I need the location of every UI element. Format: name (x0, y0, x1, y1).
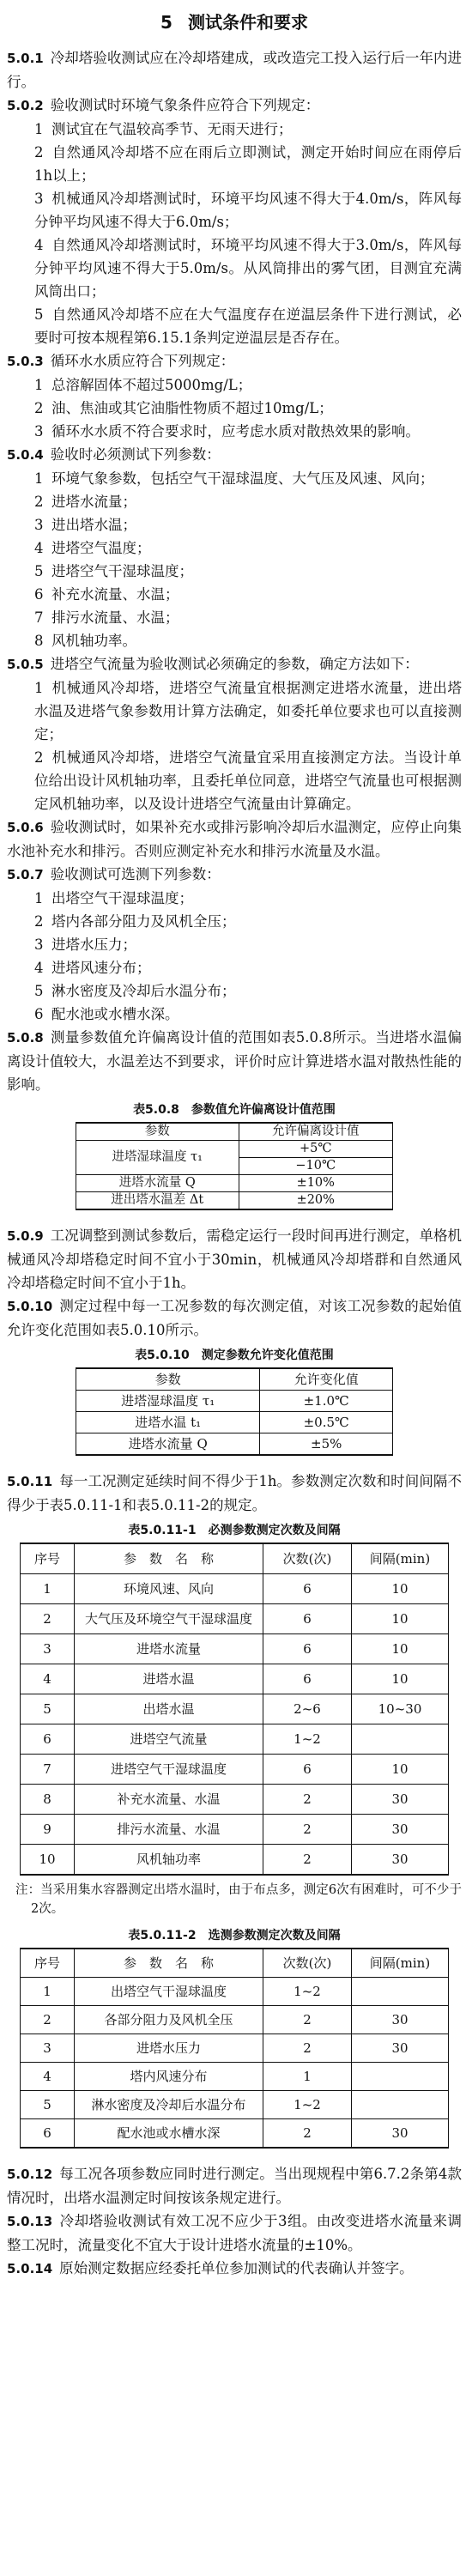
table-cell: 6 (263, 1604, 352, 1634)
clause-text: 测定过程中每一工况参数的每次测定值，对该工况参数的起始值允许变化范围如表5.0.10所示。 (7, 1298, 462, 1338)
table-header: 间隔(min) (352, 1543, 449, 1574)
clause-5-0-7 (7, 863, 462, 887)
table-cell: 环境风速、风向 (75, 1574, 263, 1604)
table-cell: 出塔空气干湿球温度 (75, 1978, 263, 2006)
clause-text: 验收时必须测试下列参数： (50, 446, 221, 463)
table-header: 允许变化值 (260, 1368, 393, 1391)
clause-number: 5.0.5 (7, 657, 44, 672)
item-number: 7 (34, 609, 44, 626)
table-cell: 10 (352, 1755, 449, 1785)
list-item (7, 629, 462, 652)
table-row (21, 1724, 449, 1755)
table-cell: 进塔水流量 (75, 1634, 263, 1664)
table-cell: 2 (263, 2006, 352, 2034)
table-row (21, 2034, 449, 2063)
table-cell: 30 (352, 2119, 449, 2149)
list-item (7, 420, 462, 443)
item-text: 自然通风冷却塔测试时，环境平均风速不得大于3.0m/s，阵风每分钟平均风速不得大于5.0m/s。从风筒排出的雾气团，目测宜充满风筒出口； (34, 237, 462, 300)
item-text: 总溶解固体不超过5000mg/L； (51, 377, 252, 393)
clause-text: 验收测试时，如果补充水或排污影响冷却后水温测定，应停止向集水池补充水和排污。否则应测定补充水和排污水流量及水温。 (7, 819, 462, 859)
clause-number: 5.0.7 (7, 867, 44, 882)
table-cell: 30 (352, 2034, 449, 2063)
item-text: 循环水水质不符合要求时，应考虑水质对散热效果的影响。 (51, 423, 420, 439)
table-cell: 进塔湿球温度 τ₁ (76, 1141, 239, 1175)
item-text: 进塔风速分布； (51, 960, 151, 976)
chapter-title (7, 10, 462, 34)
table-cell: 1~2 (263, 2091, 352, 2119)
item-number: 1 (34, 377, 44, 393)
clause-number: 5.0.14 (7, 2261, 53, 2276)
table-cell: −10℃ (239, 1158, 392, 1175)
clause-text: 冷却塔验收测试应在冷却塔建成，或改造完工投入运行后一年内进行。 (7, 50, 462, 90)
table-cell: 1 (21, 1978, 75, 2006)
table-row (21, 1634, 449, 1664)
table-cell: 3 (21, 1634, 75, 1664)
table-cell: 进塔空气干湿球温度 (75, 1755, 263, 1785)
item-text: 环境气象参数，包括空气干湿球温度、大气压及风速、风向； (51, 470, 434, 487)
table-row (21, 1604, 449, 1634)
list-item (7, 490, 462, 513)
clause-text: 冷却塔验收测试有效工况不应少于3组。由改变进塔水流量来调整工况时，流量变化不宜大于设计进塔水流量的±10%。 (7, 2213, 462, 2253)
item-text: 自然通风冷却塔不应在雨后立即测试，测定开始时间应在雨停后1h以上； (34, 144, 462, 184)
list-item (7, 583, 462, 606)
item-number: 2 (34, 494, 44, 510)
table-5-0-11-2 (20, 1948, 449, 2149)
table-cell: 30 (352, 2006, 449, 2034)
table-row (21, 2006, 449, 2034)
list-item (7, 467, 462, 490)
clause-number: 5.0.11 (7, 1474, 53, 1489)
clause-5-0-2 (7, 94, 462, 118)
table-cell: 6 (263, 1574, 352, 1604)
table-row (21, 1785, 449, 1815)
list-item (7, 303, 462, 349)
clause-5-0-3 (7, 349, 462, 373)
table-cell: 6 (21, 2119, 75, 2149)
item-text: 排污水流量、水温； (51, 609, 179, 626)
clause-number: 5.0.13 (7, 2214, 53, 2229)
clause-number: 5.0.12 (7, 2167, 53, 2182)
table-cell: 进塔水流量 Q (76, 1433, 260, 1456)
item-number: 4 (34, 540, 44, 556)
table-5-0-11-1 (20, 1543, 449, 1876)
table-cell: 1~2 (263, 1978, 352, 2006)
table-cell: 10 (352, 1604, 449, 1634)
list-item (7, 606, 462, 629)
clause-text: 每一工况测定延续时间不得少于1h。参数测定次数和时间间隔不得少于表5.0.11-1和表5.0.11-2的规定。 (7, 1473, 462, 1513)
item-number: 5 (34, 983, 44, 999)
item-number: 2 (34, 913, 44, 930)
table-cell: 6 (263, 1755, 352, 1785)
clause-number: 5.0.9 (7, 1228, 44, 1244)
table-header: 序号 (21, 1949, 75, 1978)
chapter-number: 5 (160, 12, 172, 33)
list-item (7, 536, 462, 560)
table-cell: 配水池或水槽水深 (75, 2119, 263, 2149)
item-number: 1 (34, 890, 44, 906)
item-number: 5 (34, 563, 44, 579)
table-cell: 5 (21, 1694, 75, 1724)
table-row (21, 1845, 449, 1876)
table-row (76, 1141, 393, 1158)
table-cell: 2 (263, 1845, 352, 1876)
table-cell: 9 (21, 1815, 75, 1845)
item-text: 进塔空气温度； (51, 540, 151, 556)
table-header: 允许偏离设计值 (239, 1123, 392, 1141)
clause-number: 5.0.8 (7, 1030, 44, 1046)
table-cell: 进塔水温 (75, 1664, 263, 1694)
clause-text: 验收测试可选测下列参数： (50, 866, 221, 882)
table-row (76, 1192, 393, 1210)
list-item (7, 233, 462, 303)
table-header: 参 数 名 称 (75, 1543, 263, 1574)
clause-5-0-10 (7, 1294, 462, 1342)
list-item (7, 560, 462, 583)
item-number: 6 (34, 586, 44, 603)
table-caption: 表5.0.10 测定参数允许变化值范围 (135, 1349, 334, 1362)
item-number: 8 (34, 633, 44, 649)
list-item (7, 979, 462, 1003)
list-item (7, 910, 462, 933)
table-cell: 进塔水压力 (75, 2034, 263, 2063)
chapter-title-text: 测试条件和要求 (187, 12, 308, 33)
item-text: 机械通风冷却塔测试时，环境平均风速不得大于4.0m/s，阵风每分钟平均风速不得大于6.0m/s； (34, 191, 462, 230)
clause-5-0-1 (7, 46, 462, 94)
table-cell: 塔内风速分布 (75, 2063, 263, 2091)
table-cell (352, 2063, 449, 2091)
item-number: 1 (34, 121, 44, 137)
table-cell: ±20% (239, 1192, 392, 1210)
clause-number: 5.0.1 (7, 51, 44, 66)
table-cell: 30 (352, 1785, 449, 1815)
table-row (21, 2091, 449, 2119)
list-item (7, 397, 462, 420)
table-cell: 进塔湿球温度 τ₁ (76, 1391, 260, 1412)
table-cell: 10 (352, 1574, 449, 1604)
clause-number: 5.0.2 (7, 98, 44, 113)
item-number: 3 (34, 191, 44, 207)
table-header: 参数 (76, 1368, 260, 1391)
table-cell: 6 (263, 1664, 352, 1694)
table-cell: 7 (21, 1755, 75, 1785)
table-cell: ±1.0℃ (260, 1391, 393, 1412)
clause-text: 进塔空气流量为验收测试必须确定的参数，确定方法如下： (50, 656, 419, 672)
clause-text: 循环水水质应符合下列规定： (50, 353, 235, 369)
table-cell: 排污水流量、水温 (75, 1815, 263, 1845)
item-text: 进塔水流量； (51, 494, 136, 510)
clause-number: 5.0.6 (7, 820, 44, 835)
table-cell: 6 (263, 1634, 352, 1664)
clause-text: 原始测定数据应经委托单位参加测试的代表确认并签字。 (59, 2260, 414, 2276)
table-cell: 10 (352, 1664, 449, 1694)
table-row (21, 2063, 449, 2091)
table-5-0-10 (76, 1367, 393, 1456)
item-text: 进塔空气干湿球温度； (51, 563, 193, 579)
item-number: 2 (34, 749, 44, 766)
table-cell: 淋水密度及冷却后水温分布 (75, 2091, 263, 2119)
table-cell: 10 (352, 1634, 449, 1664)
table-cell: 进出塔水温差 Δt (76, 1192, 239, 1210)
item-number: 2 (34, 400, 44, 416)
table-caption: 表5.0.8 参数值允许偏离设计值范围 (133, 1103, 336, 1117)
table-cell: 8 (21, 1785, 75, 1815)
table-cell: 2~6 (263, 1694, 352, 1724)
table-cell: +5℃ (239, 1141, 392, 1158)
table-cell: 1 (21, 1574, 75, 1604)
item-text: 补充水流量、水温； (51, 586, 179, 603)
item-text: 出塔空气干湿球温度； (51, 890, 193, 906)
clause-number: 5.0.4 (7, 447, 44, 463)
list-item (7, 933, 462, 956)
table-cell (352, 1978, 449, 2006)
table-cell: 5 (21, 2091, 75, 2119)
table-cell: ±0.5℃ (260, 1412, 393, 1433)
item-text: 风机轴功率。 (51, 633, 136, 649)
table-cell (352, 1724, 449, 1755)
clause-text: 每工况各项参数应同时进行测定。当出现规程中第6.7.2条第4款情况时，出塔水温测定时间按该条规定进行。 (7, 2166, 462, 2206)
table-cell: 进塔水流量 Q (76, 1175, 239, 1192)
table-cell: 4 (21, 2063, 75, 2091)
table-cell: 30 (352, 1815, 449, 1845)
clause-5-0-9 (7, 1224, 462, 1294)
item-number: 5 (34, 306, 44, 323)
table-note: 注：当采用集水容器测定出塔水温时，由于布点多，测定6次有困难时，可不少于2次。 (15, 1883, 462, 1916)
clause-number: 5.0.10 (7, 1299, 53, 1314)
item-text: 塔内各部分阻力及风机全压； (51, 913, 236, 930)
table-cell: 4 (21, 1664, 75, 1694)
table-cell: 风机轴功率 (75, 1845, 263, 1876)
table-cell: ±5% (260, 1433, 393, 1456)
clause-5-0-5 (7, 652, 462, 676)
table-row (21, 1815, 449, 1845)
table-cell: 2 (21, 1604, 75, 1634)
clause-number: 5.0.3 (7, 354, 44, 369)
list-item (7, 1003, 462, 1026)
item-text: 进出塔水温； (51, 517, 136, 533)
item-text: 机械通风冷却塔，进塔空气流量宜根据测定进塔水流量，进出塔水温及进塔气象参数用计算方法确定，如委托单位要求也可以直接测定； (34, 680, 462, 742)
table-cell: 3 (21, 2034, 75, 2063)
table-cell: 2 (21, 2006, 75, 2034)
item-number: 6 (34, 1006, 44, 1022)
table-cell: 10~30 (352, 1694, 449, 1724)
table-cell: 6 (21, 1724, 75, 1755)
table-row (76, 1175, 393, 1192)
clause-5-0-8 (7, 1026, 462, 1096)
table-caption: 表5.0.11-1 必测参数测定次数及间隔 (128, 1524, 341, 1537)
table-row (76, 1412, 393, 1433)
item-number: 3 (34, 423, 44, 439)
item-text: 自然通风冷却塔不应在大气温度存在逆温层条件下进行测试，必要时可按本规程第6.15.1条判定逆温层是否存在。 (34, 306, 462, 346)
table-cell: 进塔水温 t₁ (76, 1412, 260, 1433)
list-item (7, 676, 462, 746)
item-number: 1 (34, 470, 44, 487)
clause-5-0-11 (7, 1470, 462, 1517)
clause-5-0-14 (7, 2257, 462, 2281)
table-row (21, 1978, 449, 2006)
table-cell: 2 (263, 1785, 352, 1815)
table-cell: 补充水流量、水温 (75, 1785, 263, 1815)
list-item (7, 956, 462, 979)
clause-5-0-4 (7, 443, 462, 467)
item-number: 3 (34, 936, 44, 953)
table-header: 参 数 名 称 (75, 1949, 263, 1978)
table-cell: 各部分阻力及风机全压 (75, 2006, 263, 2034)
clause-5-0-13 (7, 2209, 462, 2257)
list-item (7, 141, 462, 187)
item-text: 测试宜在气温较高季节、无雨天进行； (51, 121, 293, 137)
item-number: 1 (34, 680, 44, 696)
table-cell: 10 (21, 1845, 75, 1876)
clause-text: 验收测试时环境气象条件应符合下列规定： (50, 97, 320, 113)
table-cell: 2 (263, 2119, 352, 2149)
item-number: 3 (34, 517, 44, 533)
clause-text: 工况调整到测试参数后，需稳定运行一段时间再进行测定，单格机械通风冷却塔稳定时间不宜小于30min，机械通风冷却塔群和自然通风冷却塔稳定时间不宜小于1h。 (7, 1227, 462, 1291)
table-cell: 出塔水温 (75, 1694, 263, 1724)
table-cell: ±10% (239, 1175, 392, 1192)
table-row (21, 1755, 449, 1785)
table-row (21, 1574, 449, 1604)
table-row (76, 1433, 393, 1456)
table-header: 次数(次) (263, 1543, 352, 1574)
list-item (7, 118, 462, 141)
table-caption: 表5.0.11-2 选测参数测定次数及间隔 (128, 1929, 341, 1943)
item-text: 机械通风冷却塔，进塔空气流量宜采用直接测定方法。当设计单位给出设计风机轴功率，且委托单位同意，进塔空气流量也可根据测定风机轴功率，以及设计进塔空气流量由计算确定。 (34, 749, 462, 812)
table-cell: 2 (263, 1815, 352, 1845)
table-cell: 30 (352, 1845, 449, 1876)
list-item (7, 187, 462, 233)
item-number: 4 (34, 237, 44, 253)
list-item (7, 513, 462, 536)
table-5-0-8 (76, 1122, 393, 1210)
item-text: 进塔水压力； (51, 936, 136, 953)
list-item (7, 746, 462, 815)
clause-text: 测量参数值允许偏离设计值的范围如表5.0.8所示。当进塔水温偏离设计值较大，水温差达不到要求，评价时应计算进塔水温对散热性能的影响。 (7, 1029, 462, 1093)
table-cell: 1 (263, 2063, 352, 2091)
table-cell: 大气压及环境空气干湿球温度 (75, 1604, 263, 1634)
table-cell: 进塔空气流量 (75, 1724, 263, 1755)
table-cell: 2 (263, 2034, 352, 2063)
list-item (7, 887, 462, 910)
item-text: 油、焦油或其它油脂性物质不超过10mg/L； (51, 400, 333, 416)
item-text: 配水池或水槽水深。 (51, 1006, 179, 1022)
item-number: 2 (34, 144, 44, 161)
clause-5-0-6 (7, 815, 462, 863)
item-number: 4 (34, 960, 44, 976)
table-cell: 1~2 (263, 1724, 352, 1755)
table-row (21, 1664, 449, 1694)
clause-5-0-12 (7, 2162, 462, 2209)
list-item (7, 373, 462, 397)
table-row (21, 1694, 449, 1724)
table-row (76, 1391, 393, 1412)
table-row (21, 2119, 449, 2149)
table-header: 参数 (76, 1123, 239, 1141)
table-header: 序号 (21, 1543, 75, 1574)
table-cell (352, 2091, 449, 2119)
table-header: 次数(次) (263, 1949, 352, 1978)
table-header: 间隔(min) (352, 1949, 449, 1978)
item-text: 淋水密度及冷却后水温分布； (51, 983, 236, 999)
